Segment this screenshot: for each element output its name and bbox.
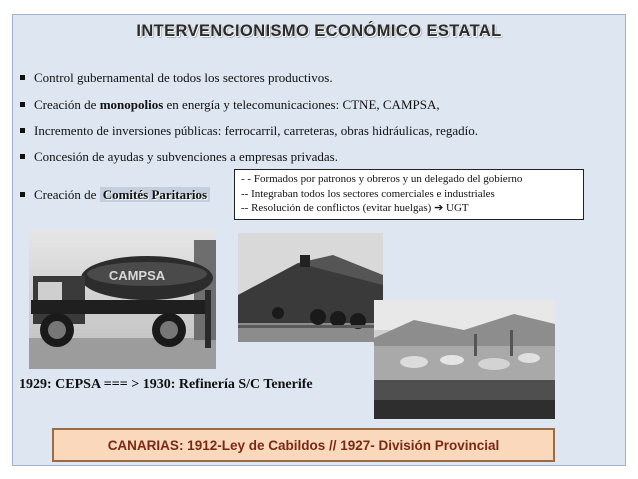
- bullet-text: Incremento de inversiones públicas: ferrocarril, carreteras, obras hidráulicas, regadío.: [34, 123, 478, 138]
- page-title: INTERVENCIONISMO ECONÓMICO ESTATAL: [136, 22, 502, 40]
- bullet-marker: [20, 154, 25, 159]
- note-text: -- Resolución de conflictos (evitar huelgas): [241, 202, 435, 214]
- bullet-ayudas: [20, 149, 338, 165]
- footer-text: CANARIAS: 1912-Ley de Cabildos // 1927- División Provincial: [107, 437, 500, 453]
- bullet-bold-text: monopolios: [99, 97, 164, 112]
- note-line: [241, 201, 577, 216]
- note-line: - - Formados por patronos y obreros y un delegado del gobierno: [241, 173, 523, 185]
- bullet-text: Control gubernamental de todos los sectores productivos.: [34, 70, 333, 85]
- refinery-photo: [374, 300, 555, 419]
- bullet-monopolios: [20, 97, 440, 113]
- campsa-truck-photo: [29, 230, 216, 369]
- arrow-icon: ➔: [434, 202, 444, 214]
- note-text: UGT: [443, 202, 469, 214]
- bullet-text: Creación de: [34, 97, 100, 112]
- canarias-footer-banner: [52, 428, 555, 462]
- bullet-text: Concesión de ayudas y subvenciones a empresas privadas.: [34, 149, 338, 164]
- bullet-bold-text: Comités Paritarios: [100, 187, 210, 202]
- bullet-comites: [20, 187, 210, 203]
- bullet-inversiones: [20, 123, 478, 139]
- comites-notes-box: [234, 169, 584, 220]
- bullet-marker: [20, 102, 25, 107]
- bullet-marker: [20, 128, 25, 133]
- truck-lettering: CAMPSA: [108, 268, 166, 283]
- note-line: -- Integraban todos los sectores comerciales e industriales: [241, 187, 495, 200]
- cepsa-caption: 1929: CEPSA === > 1930: Refinería S/C Tenerife: [19, 377, 313, 392]
- bullet-marker: [20, 75, 25, 80]
- bullet-text: Creación de: [34, 187, 100, 202]
- bullet-marker: [20, 192, 25, 197]
- train-photo: [238, 233, 383, 342]
- bullet-control: [20, 70, 333, 86]
- bullet-text: en energía y telecomunicaciones: CTNE, CAMPSA,: [163, 97, 440, 112]
